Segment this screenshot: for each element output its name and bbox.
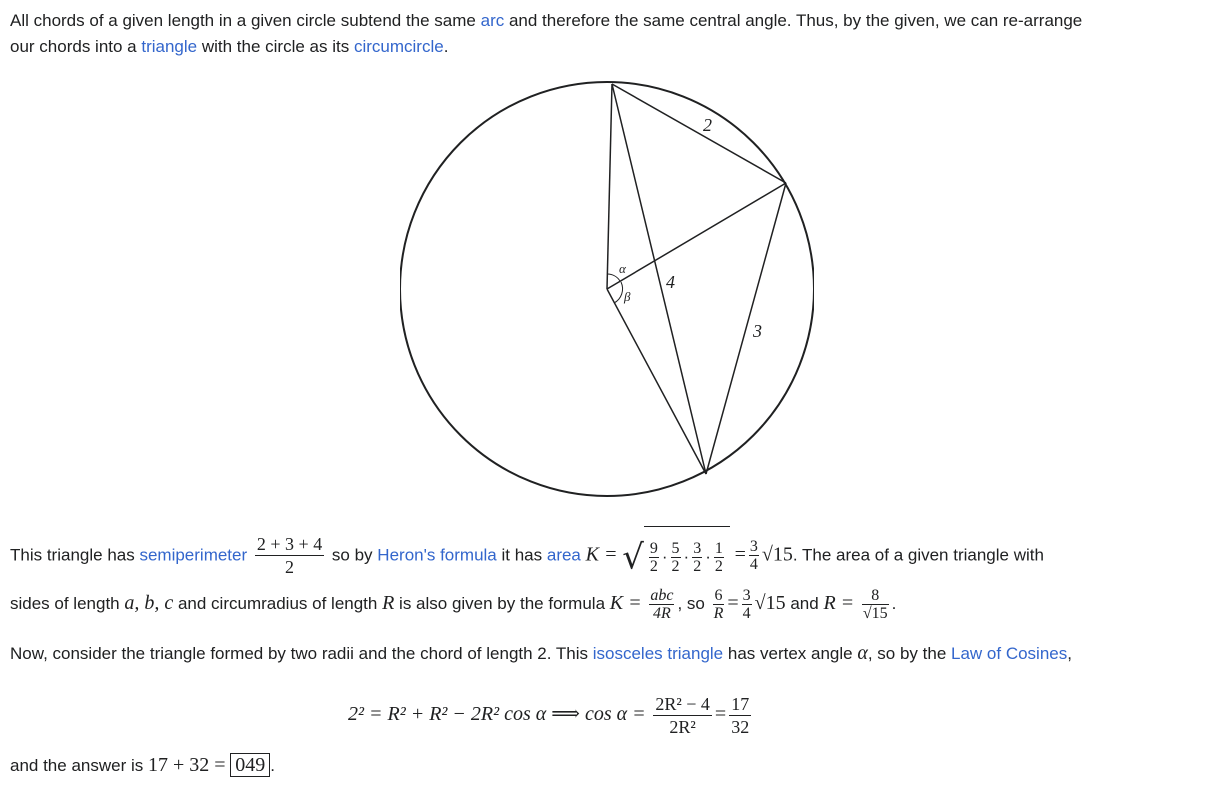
radius-bottom <box>607 289 706 474</box>
display-equals: = <box>714 703 727 725</box>
circ-coef-den: 4 <box>742 605 751 623</box>
circ-root: √15 <box>754 592 786 614</box>
heron-frac-3 <box>692 540 702 575</box>
paragraph-intro <box>10 8 1082 60</box>
intro-text-d: with the circle as its <box>197 37 354 56</box>
heron-frac-4-den: 2 <box>714 558 723 576</box>
cos-frac2-den: 32 <box>731 717 750 738</box>
link-isosceles-triangle[interactable]: isosceles triangle <box>592 644 724 663</box>
abc-den: 4R <box>653 605 671 623</box>
answer-sum: 17 + 32 = <box>147 754 226 776</box>
label-chord-4: 4 <box>666 272 675 292</box>
circ-R: R <box>382 592 395 614</box>
eight-num: 8 <box>862 587 889 605</box>
area-coef-num: 3 <box>749 538 758 556</box>
heron-text-d: . The area of a given triangle with <box>792 545 1044 565</box>
circ-K-eq: K = <box>609 592 642 614</box>
cos-fraction-2 <box>729 693 751 738</box>
chord-top-right <box>612 84 786 183</box>
intro-text-b: and therefore the same central angle. Thus, by the given, we can re-arrange <box>504 11 1083 30</box>
area-lhs: K = <box>585 543 618 566</box>
eight-fraction <box>862 587 889 622</box>
area-coef-fraction <box>749 538 759 573</box>
law-of-cosines-lhs: 2² = R² + R² − 2R² cos α ⟹ cos α = <box>348 703 646 725</box>
link-law-of-cosines[interactable]: Law of Cosines <box>951 644 1068 663</box>
heron-text-c: it has <box>496 545 547 565</box>
circ-text-b: and circumradius of length <box>173 594 383 613</box>
chord-long <box>612 84 706 474</box>
semi-denominator: 2 <box>285 557 295 578</box>
heron-equals: = <box>734 543 746 566</box>
cos-frac1-den: 2R² <box>669 717 696 738</box>
cos-text-b: has vertex angle <box>723 644 858 663</box>
heron-frac-2-num: 5 <box>671 540 680 558</box>
cos-frac2-num: 17 <box>731 694 750 715</box>
circ-equals: = <box>727 592 739 614</box>
circ-text-a: sides of length <box>10 594 125 613</box>
heron-frac-1-den: 2 <box>649 558 658 576</box>
semiperimeter-fraction <box>255 533 324 578</box>
cos-text-a: Now, consider the triangle formed by two radii and the chord of length 2. This <box>10 644 593 663</box>
link-semiperimeter[interactable]: semiperimeter <box>139 545 248 565</box>
six-den: R <box>713 605 724 623</box>
area-coef-den: 4 <box>749 556 758 574</box>
intro-text-a: All chords of a given length in a given circle subtend the same <box>10 11 481 30</box>
chord-right <box>706 183 786 474</box>
heron-frac-3-den: 2 <box>693 558 702 576</box>
answer-text-b: . <box>270 756 275 775</box>
area-root: √15 <box>761 543 793 566</box>
abc-num: abc <box>650 587 674 605</box>
link-area[interactable]: area <box>546 545 581 565</box>
heron-frac-1-num: 9 <box>649 540 658 558</box>
label-chord-2: 2 <box>703 115 712 135</box>
heron-frac-4 <box>714 540 724 575</box>
link-triangle[interactable]: triangle <box>141 37 198 56</box>
label-beta: β <box>624 289 631 304</box>
cos-fraction-1 <box>653 693 712 738</box>
angle-arc-beta <box>614 282 623 303</box>
heron-sqrt: √ $\frac{9}{2}$ · $\frac{5}{2}$ · $\frac{3}{2}$ · $\frac{1}{2}$ <box>622 526 730 586</box>
cos-text-c: , so by the <box>867 644 952 663</box>
heron-frac-4-num: 1 <box>714 540 723 558</box>
circ-text-f: . <box>891 594 897 613</box>
cos-alpha: α <box>857 642 868 664</box>
label-alpha: α <box>619 261 626 276</box>
heron-text-b: so by <box>327 545 378 565</box>
cos-frac1-num: 2R² − 4 <box>655 694 710 715</box>
label-chord-3: 3 <box>753 321 762 341</box>
circ-coef-num: 3 <box>742 587 751 605</box>
link-arc[interactable]: arc <box>480 11 505 30</box>
heron-frac-1 <box>649 540 659 575</box>
six-num: 6 <box>714 587 723 605</box>
six-over-R-fraction <box>713 587 725 622</box>
circ-coef-fraction <box>742 587 752 622</box>
circ-vars: a, b, c <box>124 592 174 614</box>
heron-frac-2 <box>671 540 681 575</box>
link-circumcircle[interactable]: circumcircle <box>353 37 444 56</box>
link-herons-formula[interactable]: Heron's formula <box>377 545 497 565</box>
circ-text-d: , so <box>677 594 710 613</box>
radius-right <box>607 183 786 289</box>
paragraph-cosines <box>10 640 1072 667</box>
eight-den: √15 <box>862 605 888 623</box>
abc-fraction <box>649 587 674 622</box>
radical-sign: √ <box>622 537 644 578</box>
circle-diagram <box>400 80 814 504</box>
answer-text-a: and the answer is <box>10 756 148 775</box>
heron-text-a: This triangle has <box>10 545 140 565</box>
heron-frac-3-num: 3 <box>693 540 702 558</box>
intro-text-e: . <box>443 37 449 56</box>
circ-R-eq: R = <box>823 592 855 614</box>
heron-frac-2-den: 2 <box>671 558 680 576</box>
intro-text-c: our chords into a <box>10 37 142 56</box>
paragraph-answer <box>10 752 275 779</box>
circ-text-e: and <box>785 594 824 613</box>
paragraph-circumradius <box>10 576 896 631</box>
circ-text-c: is also given by the formula <box>394 594 610 613</box>
radius-top <box>607 84 612 289</box>
answer-boxed: 049 <box>230 753 270 777</box>
display-equation <box>348 686 754 743</box>
semi-numerator: 2 + 3 + 4 <box>256 534 323 555</box>
cos-text-d: , <box>1067 644 1072 663</box>
